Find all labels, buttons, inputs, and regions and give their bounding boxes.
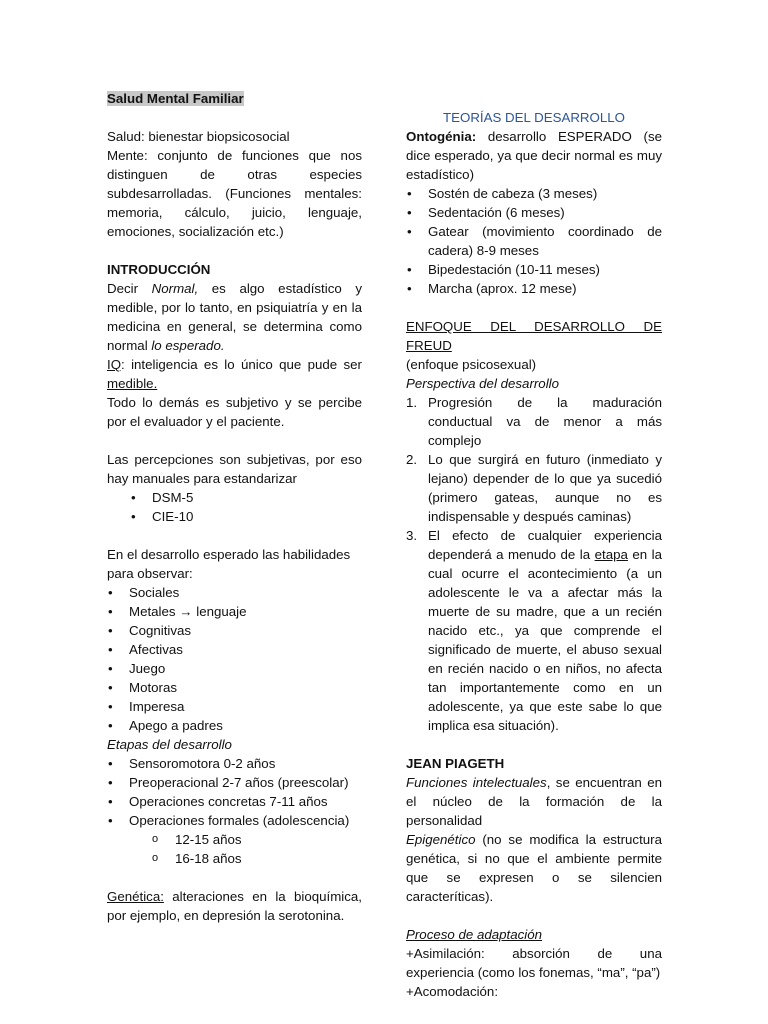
list-item: • Marcha (aprox. 12 mese) bbox=[406, 279, 662, 298]
list-item: • Gatear (movimiento coordinado de cadera) 8-9 meses bbox=[406, 222, 662, 260]
intro-heading: INTRODUCCIÓN bbox=[107, 262, 211, 277]
list-item: • Metales → lenguaje bbox=[107, 602, 362, 621]
freud-heading: ENFOQUE DEL DESARROLLO DE FREUD bbox=[406, 319, 662, 353]
list-item: • Sostén de cabeza (3 meses) bbox=[406, 184, 662, 203]
mente-definition: Mente: conjunto de funciones que nos distinguen de otras especies subdesarrolladas. (Funciones mentales: memoria, cálculo, juicio, lenguaje, emociones, socialización etc.) bbox=[107, 148, 362, 239]
freud-list bbox=[406, 393, 662, 735]
list-item: • Motoras bbox=[107, 678, 362, 697]
right-column bbox=[406, 108, 662, 1001]
perspective-heading: Perspectiva del desarrollo bbox=[406, 376, 559, 391]
section-title: TEORÍAS DEL DESARROLLO bbox=[442, 110, 626, 125]
accommodation-paragraph: +Acomodación: bbox=[406, 984, 499, 999]
perceptions-paragraph: Las percepciones son subjetivas, por eso hay manuales para estandarizar bbox=[107, 452, 362, 486]
list-item: • Preoperacional 2-7 años (preescolar) bbox=[107, 773, 362, 792]
list-item: • Apego a padres bbox=[107, 716, 362, 735]
list-item: • Sensoromotora 0-2 años bbox=[107, 754, 362, 773]
intellectual-functions-paragraph: Funciones intelectuales, se encuentran en el núcleo de la formación de la personalidad bbox=[406, 775, 662, 828]
sub-list-item: o 16-18 años bbox=[107, 849, 362, 868]
genetics-paragraph: Genética: alteraciones en la bioquímica, por ejemplo, en depresión la serotonina. bbox=[107, 889, 362, 923]
list-item: • CIE-10 bbox=[107, 507, 362, 526]
manuals-list bbox=[107, 488, 362, 526]
list-item: • Imperesa bbox=[107, 697, 362, 716]
list-item: • Operaciones formales (adolescencia) bbox=[107, 811, 362, 830]
document-title: Salud Mental Familiar bbox=[107, 91, 244, 106]
sub-list-item: o 12-15 años bbox=[107, 830, 362, 849]
list-item: • Bipedestación (10-11 meses) bbox=[406, 260, 662, 279]
list-item: • DSM-5 bbox=[107, 488, 362, 507]
salud-definition: Salud: bienestar biopsicosocial bbox=[107, 129, 290, 144]
list-item: • Sociales bbox=[107, 583, 362, 602]
list-item: • Operaciones concretas 7-11 años bbox=[107, 792, 362, 811]
list-item: • Afectivas bbox=[107, 640, 362, 659]
stages-list bbox=[107, 754, 362, 868]
assimilation-paragraph: +Asimilación: absorción de una experiencia (como los fonemas, “ma”, “pa”) bbox=[406, 946, 662, 980]
subjective-paragraph: Todo lo demás es subjetivo y se percibe por el evaluador y el paciente. bbox=[107, 395, 362, 429]
left-column bbox=[107, 89, 362, 925]
adaptation-heading: Proceso de adaptación bbox=[406, 927, 543, 942]
iq-paragraph: IQ: inteligencia es lo único que pude ser medible. bbox=[107, 357, 362, 391]
skills-list bbox=[107, 583, 362, 735]
piageth-heading: JEAN PIAGETH bbox=[406, 756, 505, 771]
freud-subheading: (enfoque psicosexual) bbox=[406, 357, 537, 372]
list-item: 2. Lo que surgirá en futuro (inmediato y lejano) depender de lo que ya sucedió (primero gateas, aunque no es indispensable y después caminas) bbox=[406, 452, 662, 524]
list-item: • Juego bbox=[107, 659, 362, 678]
skills-intro: En el desarrollo esperado las habilidades para observar: bbox=[107, 547, 351, 581]
ontogenia-paragraph: Ontogénia: desarrollo ESPERADO (se dice esperado, ya que decir normal es muy estadístico) bbox=[406, 129, 662, 182]
milestones-list bbox=[406, 184, 662, 298]
list-item: 1. Progresión de la maduración conductual va de menor a más complejo bbox=[406, 395, 662, 448]
list-item: 3. El efecto de cualquier experiencia dependerá a menudo de la etapa en la cual ocurre el acontecimiento (a un adolescente le va a afectar más la muerte de su madre, que a un recién nacido etc., ya que comprende el significado de muerte, el abuso sexual en recién nacido o en niños, no afecta tan importantemente como en un adolescente, ya que este sabe lo que implica esa situación). bbox=[406, 528, 662, 733]
stages-heading: Etapas del desarrollo bbox=[107, 737, 232, 752]
intro-paragraph: Decir Normal, es algo estadístico y medible, por lo tanto, en psiquiatría y en la medicina en general, se determina como normal lo esperado. bbox=[107, 281, 362, 353]
list-item: • Sedentación (6 meses) bbox=[406, 203, 662, 222]
epigenetic-paragraph: Epigenético (no se modifica la estructura genética, si no que el ambiente permite que se expresen o se silencien caracteríticas). bbox=[406, 832, 662, 904]
list-item: • Cognitivas bbox=[107, 621, 362, 640]
